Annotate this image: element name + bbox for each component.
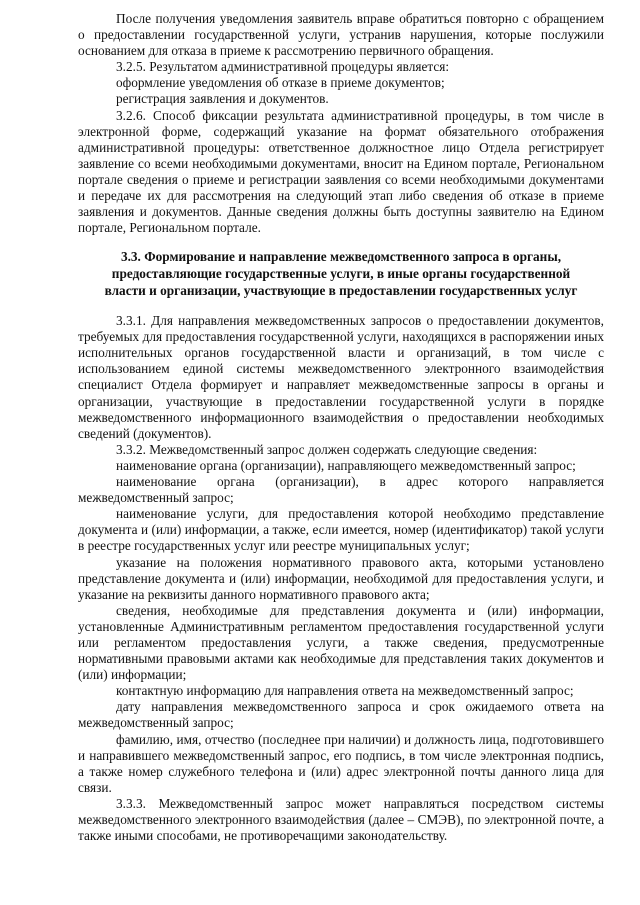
list-item-refusal-notice: оформление уведомления об отказе в приеме документов; xyxy=(116,75,445,91)
paragraph-3-3-3: 3.3.3. Межведомственный запрос может направляться посредством системы межведомственного электронного взаимодействия (далее – СМЭВ), по электронной почте, а также иными способами, не противоречащими законодательству. xyxy=(78,795,604,844)
document-content xyxy=(78,11,604,844)
section-heading-3-3 xyxy=(78,249,604,299)
paragraph-3-2-5: 3.2.5. Результатом административной процедуры является: xyxy=(116,59,450,75)
paragraph-3-3-2: 3.3.2. Межведомственный запрос должен содержать следующие сведения: xyxy=(116,441,538,457)
paragraph-repeat-application: После получения уведомления заявитель вправе обратиться повторно с обращением о предоставлении государственной услуги, устранив нарушения, которые послужили основанием для отказа в приеме к рассмотрению первичного обращения. xyxy=(78,11,604,59)
section-heading-line: 3.3. Формирование и направление межведомственного запроса в органы, xyxy=(120,249,562,265)
section-heading-line: предоставляющие государственные услуги, в иные органы государственной xyxy=(111,265,571,281)
list-item-legal-act: указание на положения нормативного правового акта, которыми установлено представление документа и (или) информации, необходимой для предоставления услуги, и указание на реквизиты данного нормативного правового акта; xyxy=(78,554,604,602)
list-item-contact-info: контактную информацию для направления ответа на межведомственный запрос; xyxy=(116,683,574,699)
list-item-request-date: дату направления межведомственного запроса и срок ожидаемого ответа на межведомственный запрос; xyxy=(78,699,604,731)
section-heading-line: власти и организации, участвующие в предоставлении государственных услуг xyxy=(104,282,578,298)
list-item-registration: регистрация заявления и документов. xyxy=(116,91,329,107)
list-item-required-info: сведения, необходимые для представления документа и (или) информации, установленные Административным регламентом предоставления государственной услуги или регламентом предоставления услуги, а также сведения, предусмотренные нормативными правовыми актами как необходимые для представления таких документов и (или) информации; xyxy=(78,602,604,683)
paragraph-3-2-6: 3.2.6. Способ фиксации результата административной процедуры, в том числе в электронной форме, содержащий указание на формат обязательного отображения административной процедуры: ответственное должностное лицо Отдела регистрирует заявление со всеми необходимыми документами, вносит на Едином портале, Региональном портале сведения о приеме и регистрации заявления со всеми необходимыми документами и передаче их для рассмотрения на следующий этап либо сведения об отказе в приеме заявления и документов. Данные сведения должны быть доступны заявителю на Едином портале, Региональном портале. xyxy=(78,107,604,236)
list-item-sending-organ: наименование органа (организации), направляющего межведомственный запрос; xyxy=(116,457,576,473)
list-item-official-details: фамилию, имя, отчество (последнее при наличии) и должность лица, подготовившего и направившего межведомственный запрос, его подпись, в том числе электронная подпись, а также номер служебного телефона и (или) адрес электронной почты данного лица для связи. xyxy=(78,731,604,795)
paragraph-3-3-1: 3.3.1. Для направления межведомственных запросов о предоставлении документов, требуемых для предоставления государственной услуги, находящихся в распоряжении иных исполнительных органов государственной власти и организаций, в том числе с использованием единой системы межведомственного электронного взаимодействия специалист Отдела формирует и направляет межведомственные запросы в органы и организации, участвующие в предоставлении государственной услуги в порядке межведомственного информационного взаимодействия о предоставлении необходимых сведений (документов). xyxy=(78,313,604,441)
list-item-service-name: наименование услуги, для предоставления которой необходимо представление документа и (или) информации, а также, если имеется, номер (идентификатор) такой услуги в реестре государственных услуг или реестре муниципальных услуг; xyxy=(78,506,604,554)
list-item-recipient-organ: наименование органа (организации), в адрес которого направляется межведомственный запрос; xyxy=(78,474,604,506)
